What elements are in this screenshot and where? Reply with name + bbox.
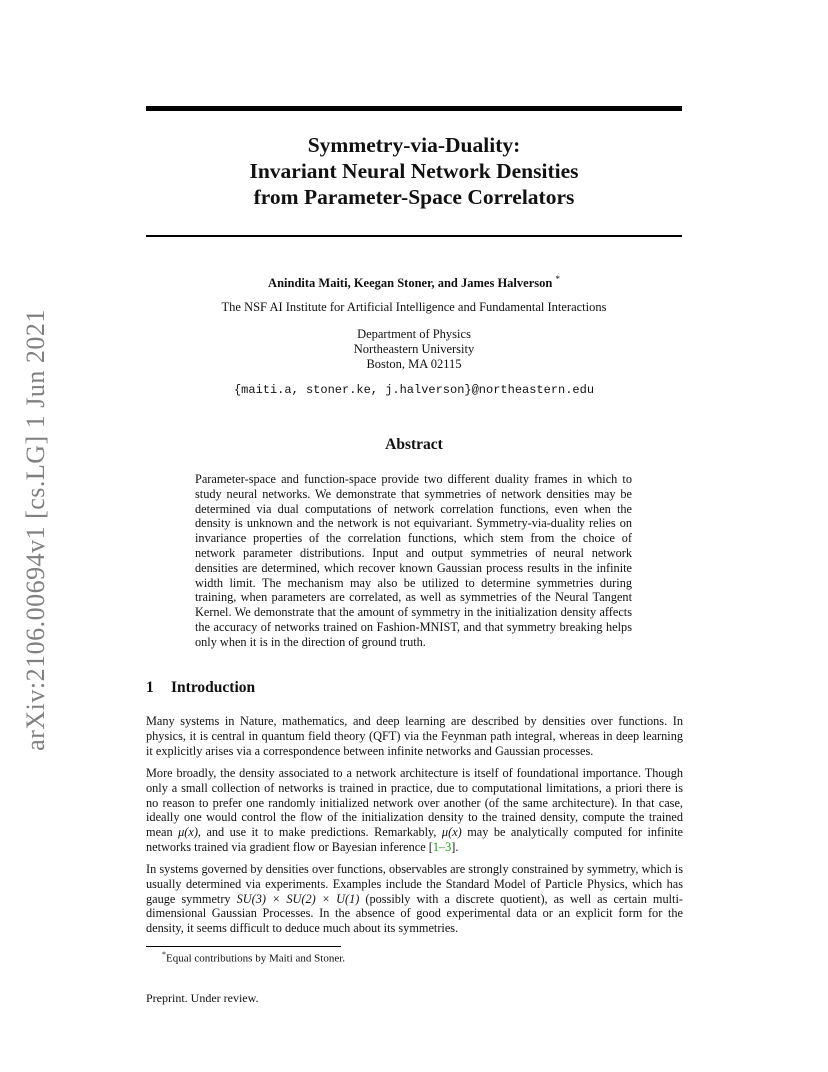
address-line: Northeastern University	[353, 342, 475, 356]
title-top-rule	[146, 106, 682, 111]
math-mean-function: μ(x)	[178, 825, 198, 840]
paragraph-text: In systems governed by densities over functions, observables are strongly constrained by symmetry, which is usually determined via experiments. Examples include the Standard Model of Particle Physics, which has gauge symmetry	[146, 862, 683, 906]
footnote-rule	[146, 946, 341, 947]
paragraph-text: , and use it to make predictions. Remarkably,	[197, 825, 442, 840]
intro-paragraph-2	[146, 766, 683, 855]
intro-paragraph-3	[146, 862, 683, 936]
title-line: Symmetry-via-Duality:	[307, 133, 521, 157]
title-line: Invariant Neural Network Densities	[249, 159, 579, 183]
paragraph-text: ].	[451, 839, 459, 854]
intro-paragraph-1: Many systems in Nature, mathematics, and deep learning are described by densities over functions. In physics, it is central in quantum field theory (QFT) via the Feynman path integral, whereas in deep learning it explicitly arises via a correspondence between infinite networks and Gaussian processes.	[146, 714, 683, 758]
institute-affiliation: The NSF AI Institute for Artificial Intelligence and Fundamental Interactions	[221, 300, 607, 314]
preprint-note: Preprint. Under review.	[146, 991, 259, 1005]
section-number: 1	[146, 679, 154, 696]
footnote-text: Equal contributions by Maiti and Stoner.	[166, 952, 346, 965]
title-line: from Parameter-Space Correlators	[253, 185, 575, 209]
address-line: Department of Physics	[357, 327, 471, 341]
section-title: Introduction	[171, 679, 256, 696]
paragraph-text: may be analytically computed for infinite networks trained via gradient flow or Bayesian inference [	[146, 825, 683, 854]
department-address	[146, 327, 682, 372]
arxiv-identifier-stamp	[14, 300, 58, 760]
author-list	[146, 274, 682, 291]
section-heading-introduction	[146, 679, 255, 697]
footnote-mark: *	[162, 950, 166, 959]
arxiv-identifier-text: arXiv:2106.00694v1 [cs.LG] 1 Jun 2021	[21, 309, 50, 751]
title-bottom-rule	[146, 235, 682, 237]
abstract-text: Parameter-space and function-space provide two different duality frames in which to study neural networks. We demonstrate that symmetries of network densities may be determined via dual computations of network correlation functions, even when the density is unknown and the network is not equivariant. Symmetry-via-duality relies on invariance properties of the correlation functions, which stem from the choice of network parameter distributions. Input and output symmetries of neural network densities are determined, which recover known Gaussian process results in the infinite width limit. The mechanism may also be utilized to determine symmetries during training, when parameters are correlated, as well as symmetries of the Neural Tangent Kernel. We demonstrate that the amount of symmetry in the initialization density affects the accuracy of networks trained on Fashion-MNIST, and that symmetry breaking helps only when it is in the direction of ground truth.	[195, 472, 632, 649]
abstract-heading: Abstract	[385, 436, 443, 453]
footnote	[162, 950, 345, 965]
math-mean-function: μ(x)	[441, 825, 462, 840]
address-line: Boston, MA 02115	[366, 357, 462, 371]
paper-title	[146, 132, 682, 210]
paragraph-text: (possibly with a discrete quotient), as well as certain multi-dimensional Gaussian Processes. In the absence of good experimental data or an explicit form for the density, it seems difficult to deduce much about its symmetries.	[146, 891, 683, 936]
author-emails: {maiti.a, stoner.ke, j.halverson}@northeastern.edu	[233, 383, 595, 397]
paragraph-text: More broadly, the density associated to a network architecture is itself of foundational importance. Though only a small collection of networks is trained in practice, due to computational limitations, a priori there is no reason to prefer one randomly initialized network over another (of the same architecture). In that case, ideally one would control the flow of the initialization density to the trained density, compute the trained mean	[146, 766, 683, 840]
author-names: Anindita Maiti, Keegan Stoner, and James Halverson	[268, 276, 553, 291]
author-footnote-mark: *	[555, 274, 560, 284]
citation-link[interactable]: 1–3	[432, 839, 452, 854]
math-gauge-group: SU(3) × SU(2) × U(1)	[236, 891, 360, 906]
